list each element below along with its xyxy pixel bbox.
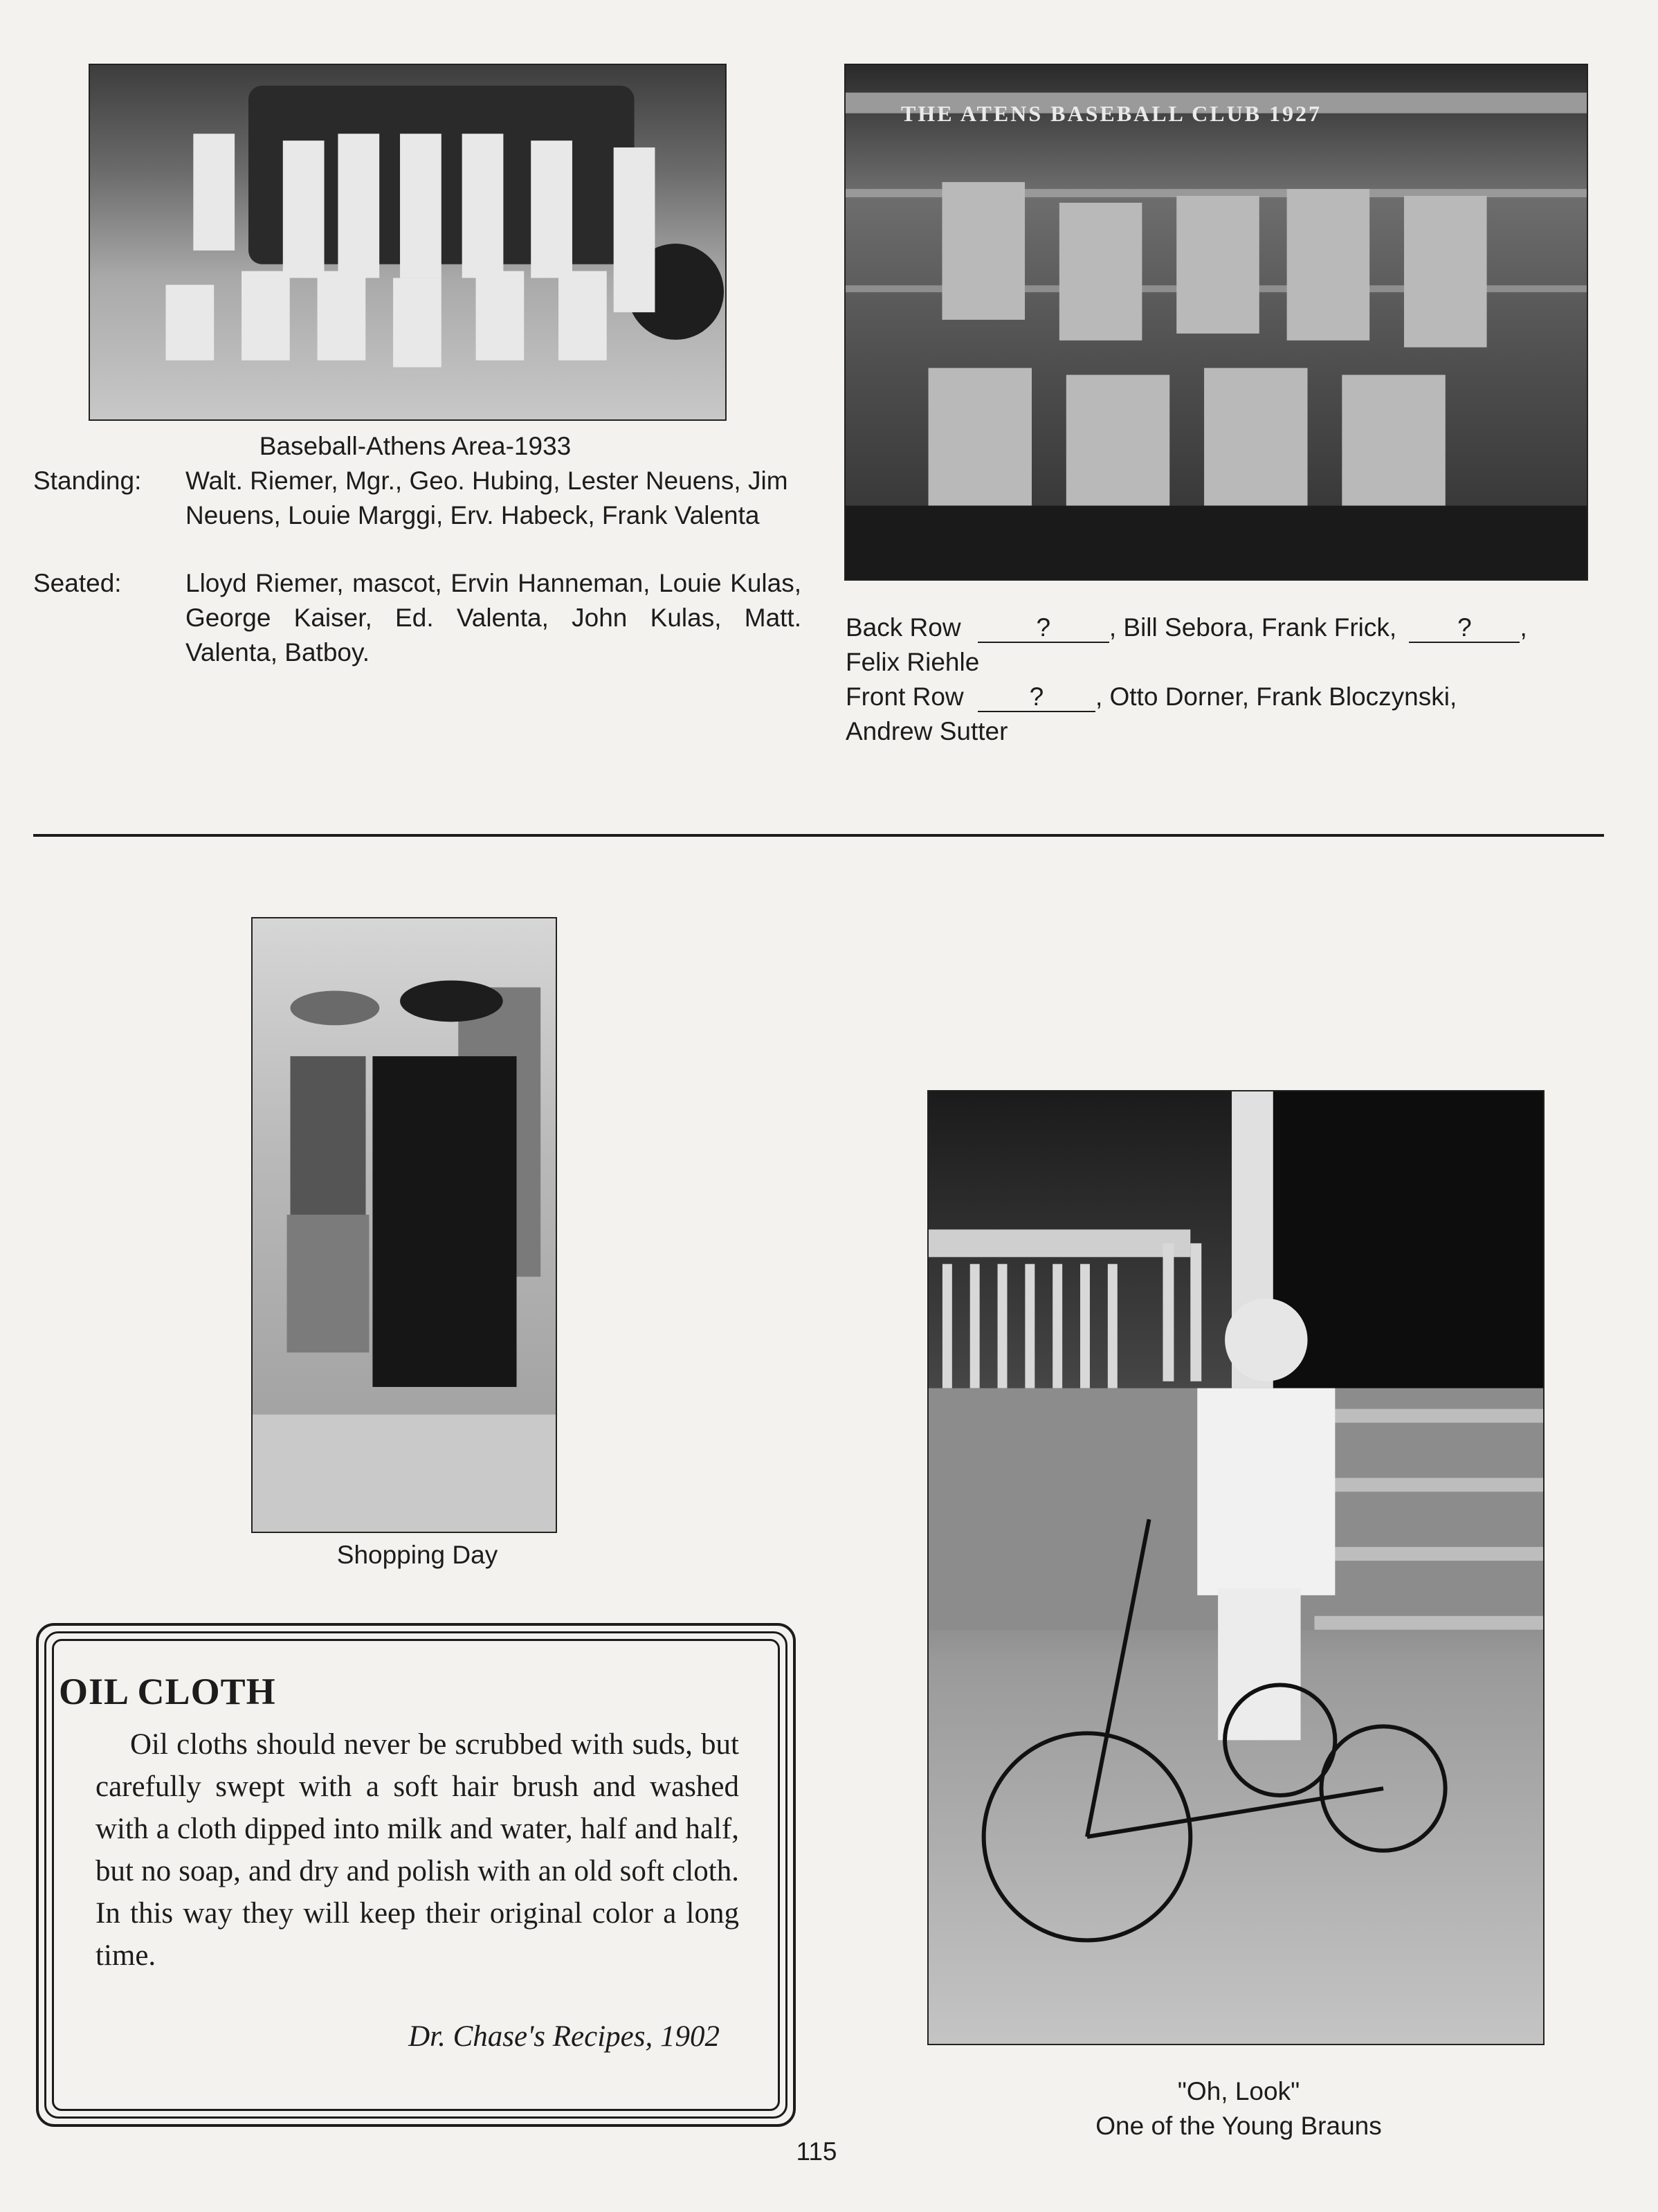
photo-oh-look xyxy=(927,1090,1545,2045)
front-row-line xyxy=(846,680,1607,714)
standing-label: Standing: xyxy=(33,466,142,495)
oh-look-caption-2: One of the Young Brauns xyxy=(1095,2112,1382,2140)
back-row-unknown-1: ? xyxy=(978,614,1109,643)
seated-row xyxy=(33,566,801,670)
oil-cloth-source: Dr. Chase's Recipes, 1902 xyxy=(408,2020,720,2053)
photo-athens-baseball-club xyxy=(844,64,1588,581)
photo-baseball-athens-1933 xyxy=(89,64,727,421)
seated-names: Lloyd Riemer, mascot, Ervin Hanneman, Louie Kulas, George Kaiser, Ed. Valenta, John Kulas, Matt. Valenta, Batboy. xyxy=(185,569,801,667)
oil-cloth-title: OIL CLOTH xyxy=(59,1671,276,1712)
oh-look-caption-1: "Oh, Look" xyxy=(1177,2077,1300,2105)
standing-names: Walt. Riemer, Mgr., Geo. Hubing, Lester Neuens, Jim Neuens, Louie Marggi, Erv. Habeck, Frank Valenta xyxy=(185,466,788,529)
standing-row xyxy=(33,464,801,533)
seated-label: Seated: xyxy=(33,569,122,597)
back-row-names: , Bill Sebora, Frank Frick, xyxy=(1109,613,1397,642)
front-row-line-2: Andrew Sutter xyxy=(846,717,1008,745)
photo1-caption xyxy=(33,464,801,670)
back-row-unknown-2: ? xyxy=(1409,614,1520,643)
oil-cloth-body: Oil cloths should never be scrubbed with suds, but carefully swept with a soft hair brush and washed with a cloth dipped into milk and water, half and half, but no soap, and dry and polish with an old soft cloth. In this way they will keep their original color a long time. xyxy=(95,1728,739,1972)
club-sign-text: THE ATENS BASEBALL CLUB 1927 xyxy=(901,101,1322,126)
shopping-day-caption: Shopping Day xyxy=(336,1541,498,1569)
photo1-title: Baseball-Athens Area-1933 xyxy=(259,432,572,460)
section-divider xyxy=(33,834,1604,837)
photo-shopping-day xyxy=(251,917,557,1533)
back-row-label: Back Row xyxy=(846,613,961,642)
back-row-line-2: Felix Riehle xyxy=(846,648,980,676)
front-row-names: , Otto Dorner, Frank Bloczynski, xyxy=(1095,682,1457,711)
front-row-unknown: ? xyxy=(978,683,1095,712)
photo2-caption xyxy=(846,610,1607,749)
back-row-comma: , xyxy=(1520,613,1527,642)
back-row-line xyxy=(846,610,1607,645)
front-row-label: Front Row xyxy=(846,682,964,711)
page-number: 115 xyxy=(796,2137,837,2166)
